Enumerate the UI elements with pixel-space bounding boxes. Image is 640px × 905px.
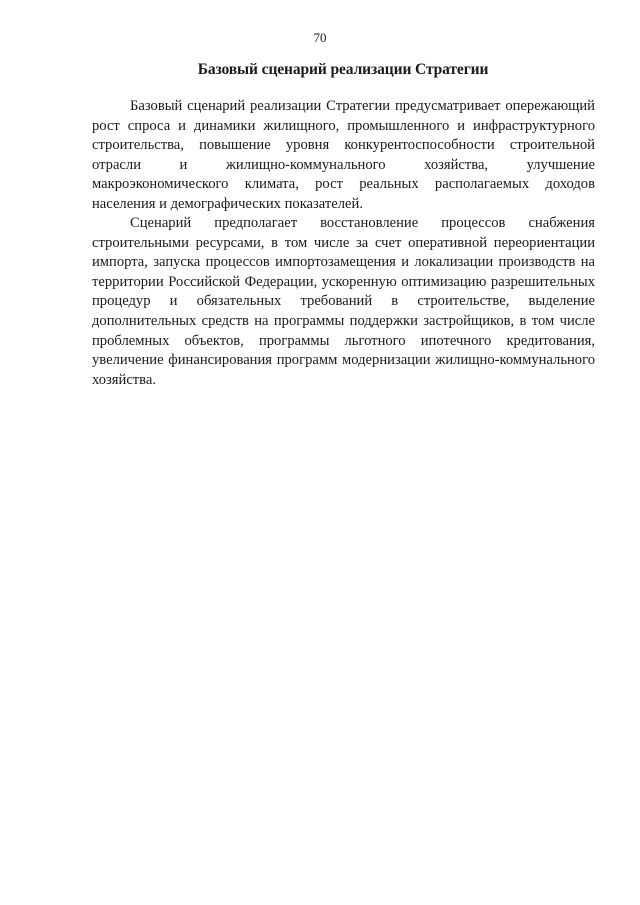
paragraph-2: Сценарий предполагает восстановление процессов снабжения строительными ресурсами, в том числе за счет оперативной переориентации импорта, запуска процессов импортозамещения и локализации производств на территории Российской Федерации, ускоренную оптимизацию разрешительных процедур и обязательных требований в строительстве, выделение дополнительных средств на программы поддержки застройщиков, в том числе проблемных объектов, программы льготного ипотечного кредитования, увеличение финансирования программ модернизации жилищно-коммунального хозяйства. (92, 215, 595, 388)
paragraph-1: Базовый сценарий реализации Стратегии предусматривает опережающий рост спроса и динамики жилищного, промышленного и инфраструктурного строительства, повышение уровня конкурентоспособности строительной отрасли и жилищно-коммунального хозяйства, улучшение макроэкономического климата, рост реальных располагаемых доходов населения и демографических показателей. (92, 98, 595, 212)
section-heading: Базовый сценарий реализации Стратегии (197, 61, 489, 78)
page-number: 70 (313, 30, 327, 45)
body-text (92, 97, 595, 390)
